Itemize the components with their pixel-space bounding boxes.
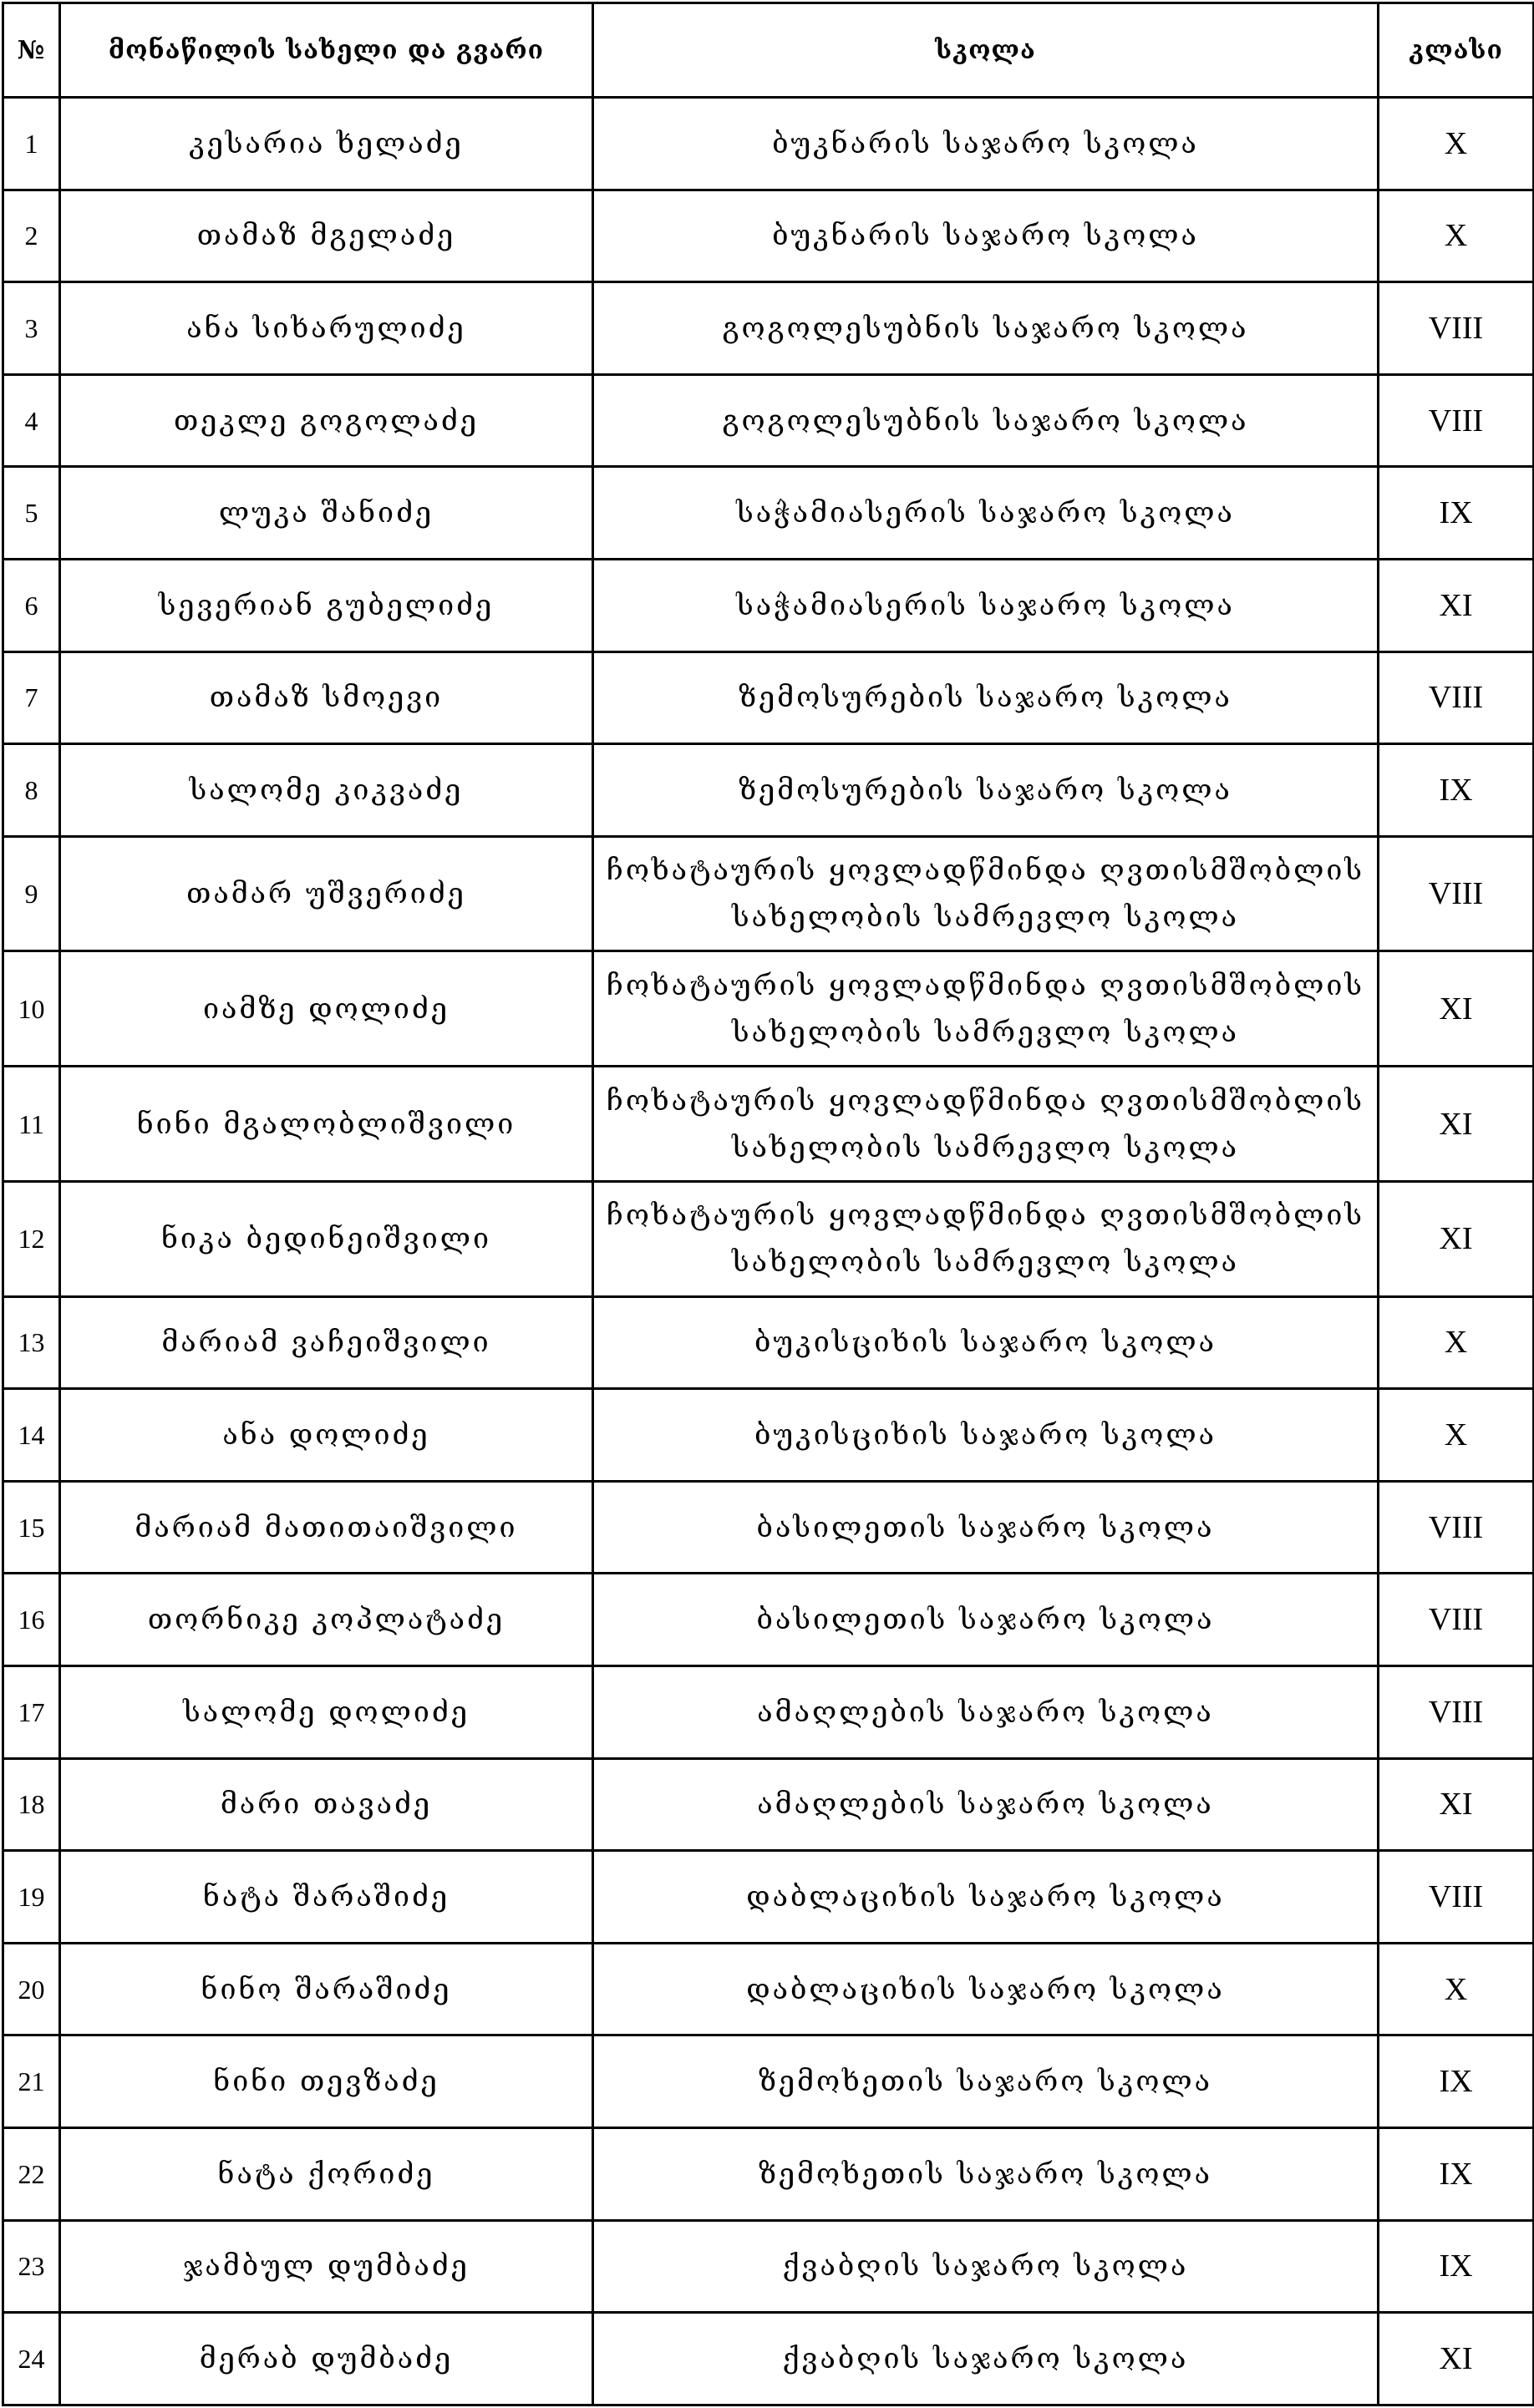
row-number: 21 (3, 2035, 60, 2128)
participant-name: ნიკა ბედინეიშვილი (60, 1181, 593, 1296)
participant-name: თამაზ სმოევი (60, 651, 593, 744)
school-cell (593, 2128, 1379, 2221)
row-number: 1 (3, 98, 60, 190)
table-row (3, 2128, 1534, 2221)
school-name-line-1: ბუკისციხის საჯარო სკოლა (754, 1418, 1217, 1452)
school-cell (593, 190, 1379, 282)
row-number: 13 (3, 1296, 60, 1389)
row-number: 6 (3, 559, 60, 651)
table-row (3, 2035, 1534, 2128)
participant-name: მარიამ ვაჩეიშვილი (60, 1296, 593, 1389)
row-number: 4 (3, 374, 60, 467)
school-name-line-1: ამაღლების საჯარო სკოლა (757, 1695, 1214, 1729)
table-row (3, 651, 1534, 744)
participant-name: თამაზ მგელაძე (60, 190, 593, 282)
grade-cell: XI (1379, 2313, 1534, 2405)
school-name-line-1: ჩოხატაურის ყოვლადწმინდა ღვთისმშობლის (606, 968, 1365, 1002)
school-cell (593, 1067, 1379, 1182)
school-name-line-2: სახელობის სამრევლო სკოლა (731, 900, 1240, 935)
row-number: 12 (3, 1181, 60, 1296)
table-row (3, 1758, 1534, 1851)
school-cell (593, 1943, 1379, 2035)
row-number: 2 (3, 190, 60, 282)
row-number: 3 (3, 282, 60, 375)
school-cell (593, 2313, 1379, 2405)
grade-cell: IX (1379, 2035, 1534, 2128)
table-row (3, 190, 1534, 282)
school-name-line-1: ჩოხატაურის ყოვლადწმინდა ღვთისმშობლის (606, 854, 1365, 888)
school-name-line-1: დაბლაციხის საჯარო სკოლა (746, 1880, 1225, 1914)
participant-name: ნატა შარაშიძე (60, 1851, 593, 1944)
row-number: 18 (3, 1758, 60, 1851)
school-cell (593, 2220, 1379, 2313)
grade-cell: VIII (1379, 651, 1534, 744)
school-name-line-1: ქვაბღის საჯარო სკოლა (782, 2342, 1189, 2376)
row-number: 5 (3, 467, 60, 560)
school-name-line-1: გოგოლესუბნის საჯარო სკოლა (722, 403, 1249, 438)
school-name-line-1: ზემოსურების საჯარო სკოლა (739, 773, 1232, 807)
school-cell (593, 1574, 1379, 1666)
school-name-line-1: ზემოხეთის საჯარო სკოლა (758, 2157, 1213, 2191)
table-row (3, 98, 1534, 190)
grade-cell: XI (1379, 559, 1534, 651)
participant-name: სალომე კიკვაძე (60, 744, 593, 837)
grade-cell: VIII (1379, 1851, 1534, 1944)
participant-name: ჯამბულ დუმბაძე (60, 2220, 593, 2313)
grade-cell: VIII (1379, 836, 1534, 951)
header-number: № (3, 3, 60, 98)
row-number: 22 (3, 2128, 60, 2221)
participant-name: ანა დოლიძე (60, 1389, 593, 1482)
participant-name: ნატა ქორიძე (60, 2128, 593, 2221)
header-participant-name: მონაწილის სახელი და გვარი (60, 3, 593, 98)
grade-cell: XI (1379, 1181, 1534, 1296)
participant-name: იამზე დოლიძე (60, 951, 593, 1067)
participant-name: ლუკა შანიძე (60, 467, 593, 560)
grade-cell: IX (1379, 467, 1534, 560)
row-number: 19 (3, 1851, 60, 1944)
school-cell (593, 282, 1379, 375)
table-row (3, 1181, 1534, 1296)
participant-name: სევერიან გუბელიძე (60, 559, 593, 651)
school-cell (593, 651, 1379, 744)
row-number: 11 (3, 1067, 60, 1182)
grade-cell: IX (1379, 744, 1534, 837)
school-name-line-1: ბასილეთის საჯარო სკოლა (756, 1603, 1215, 1637)
row-number: 14 (3, 1389, 60, 1482)
school-name-line-1: ზემოსურების საჯარო სკოლა (739, 681, 1232, 715)
school-name-line-2: სახელობის სამრევლო სკოლა (731, 1015, 1240, 1049)
participant-name: ნინი მგალობლიშვილი (60, 1067, 593, 1182)
table-row (3, 374, 1534, 467)
grade-cell: IX (1379, 2220, 1534, 2313)
school-cell (593, 1389, 1379, 1482)
school-name-line-1: საჭამიასერის საჯარო სკოლა (736, 588, 1235, 622)
participant-name: მარი თავაძე (60, 1758, 593, 1851)
table-body (3, 98, 1534, 2405)
school-name-line-1: ბუკნარის საჯარო სკოლა (772, 219, 1199, 253)
table-row (3, 467, 1534, 560)
table-row (3, 744, 1534, 837)
school-cell (593, 836, 1379, 951)
header-grade: კლასი (1379, 3, 1534, 98)
table-row (3, 1943, 1534, 2035)
school-cell (593, 559, 1379, 651)
school-name-line-1: ზემოხეთის საჯარო სკოლა (758, 2065, 1213, 2099)
school-name-line-1: ბუკნარის საჯარო სკოლა (772, 126, 1199, 160)
school-cell (593, 744, 1379, 837)
grade-cell: X (1379, 190, 1534, 282)
participant-name: კესარია ხელაძე (60, 98, 593, 190)
table-row (3, 951, 1534, 1067)
table-row (3, 1389, 1534, 1482)
grade-cell: VIII (1379, 374, 1534, 467)
school-name-line-1: დაბლაციხის საჯარო სკოლა (746, 1972, 1225, 2006)
school-name-line-1: გოგოლესუბნის საჯარო სკოლა (722, 311, 1249, 345)
table-row (3, 1666, 1534, 1759)
grade-cell: XI (1379, 951, 1534, 1067)
grade-cell: VIII (1379, 1574, 1534, 1666)
table-row (3, 1067, 1534, 1182)
grade-cell: X (1379, 98, 1534, 190)
school-cell (593, 2035, 1379, 2128)
table-row (3, 282, 1534, 375)
school-name-line-1: ქვაბღის საჯარო სკოლა (782, 2249, 1189, 2284)
row-number: 23 (3, 2220, 60, 2313)
table-row (3, 1296, 1534, 1389)
participant-name: თორნიკე კოპლატაძე (60, 1574, 593, 1666)
row-number: 8 (3, 744, 60, 837)
school-cell (593, 1851, 1379, 1944)
grade-cell: X (1379, 1389, 1534, 1482)
row-number: 15 (3, 1481, 60, 1574)
grade-cell: VIII (1379, 1481, 1534, 1574)
school-cell (593, 1481, 1379, 1574)
grade-cell: VIII (1379, 282, 1534, 375)
school-name-line-1: ამაღლების საჯარო სკოლა (757, 1787, 1214, 1822)
table-row (3, 2313, 1534, 2405)
row-number: 16 (3, 1574, 60, 1666)
school-name-line-1: ბუკისციხის საჯარო სკოლა (754, 1326, 1217, 1360)
school-cell (593, 467, 1379, 560)
grade-cell: VIII (1379, 1666, 1534, 1759)
row-number: 24 (3, 2313, 60, 2405)
school-name-line-1: ჩოხატაურის ყოვლადწმინდა ღვთისმშობლის (606, 1199, 1365, 1233)
school-cell (593, 1666, 1379, 1759)
participant-name: სალომე დოლიძე (60, 1666, 593, 1759)
grade-cell: XI (1379, 1067, 1534, 1182)
table-row (3, 559, 1534, 651)
table-row (3, 1851, 1534, 1944)
school-cell (593, 1181, 1379, 1296)
table-header-row (3, 3, 1534, 98)
school-cell (593, 1758, 1379, 1851)
row-number: 20 (3, 1943, 60, 2035)
participant-name: თამარ უშვერიძე (60, 836, 593, 951)
row-number: 10 (3, 951, 60, 1067)
school-name-line-2: სახელობის სამრევლო სკოლა (731, 1130, 1240, 1164)
participants-table (2, 2, 1534, 2406)
participant-name: ანა სიხარულიძე (60, 282, 593, 375)
grade-cell: IX (1379, 2128, 1534, 2221)
row-number: 7 (3, 651, 60, 744)
table-row (3, 1574, 1534, 1666)
participant-name: ნინი თევზაძე (60, 2035, 593, 2128)
participant-name: მერაბ დუმბაძე (60, 2313, 593, 2405)
table-row (3, 2220, 1534, 2313)
school-name-line-1: ბასილეთის საჯარო სკოლა (756, 1510, 1215, 1544)
school-name-line-1: საჭამიასერის საჯარო სკოლა (736, 496, 1235, 530)
row-number: 17 (3, 1666, 60, 1759)
school-name-line-2: სახელობის სამრევლო სკოლა (731, 1245, 1240, 1280)
table-row (3, 836, 1534, 951)
grade-cell: XI (1379, 1758, 1534, 1851)
school-cell (593, 374, 1379, 467)
participant-name: მარიამ მათითაიშვილი (60, 1481, 593, 1574)
grade-cell: X (1379, 1296, 1534, 1389)
row-number: 9 (3, 836, 60, 951)
grade-cell: X (1379, 1943, 1534, 2035)
participant-name: ნინო შარაშიძე (60, 1943, 593, 2035)
school-cell (593, 98, 1379, 190)
participant-name: თეკლე გოგოლაძე (60, 374, 593, 467)
header-school: სკოლა (593, 3, 1379, 98)
school-cell (593, 1296, 1379, 1389)
school-cell (593, 951, 1379, 1067)
school-name-line-1: ჩოხატაურის ყოვლადწმინდა ღვთისმშობლის (606, 1083, 1365, 1118)
table-row (3, 1481, 1534, 1574)
